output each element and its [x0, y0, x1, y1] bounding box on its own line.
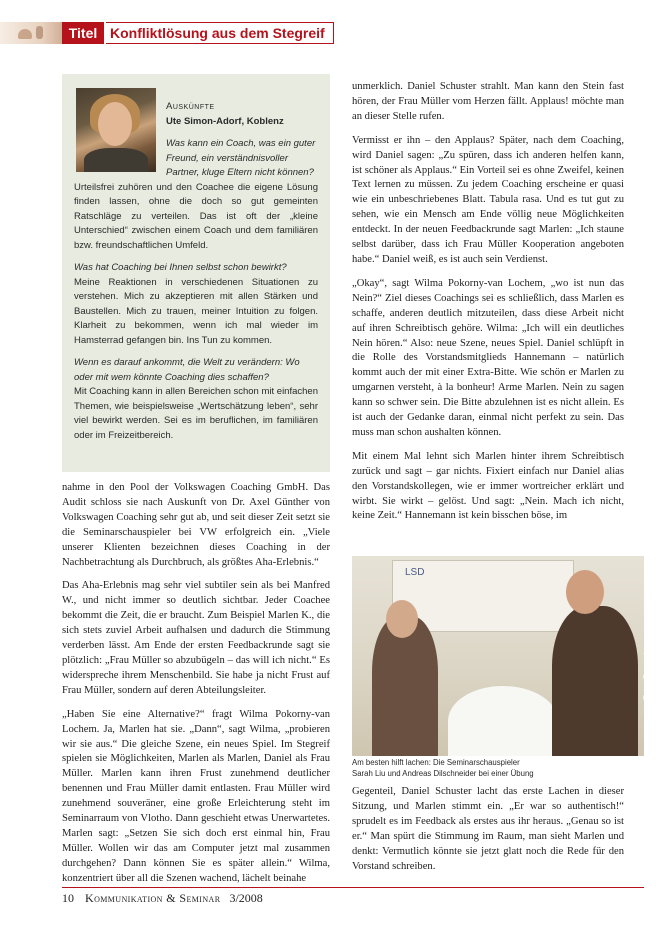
caption-line: Sarah Liu und Andreas Dilschneider bei einer Übung: [352, 768, 534, 778]
sidebar-question: Wenn es darauf ankommt, die Welt zu verändern: Wo oder mit wem könnte Coaching dies schaffen?: [74, 357, 300, 383]
body-paragraph: nahme in den Pool der Volkswagen Coaching GmbH. Das Audit schloss sie nach Auskunft von Dr. Axel Günther von Volkswagen Coaching sehr gut ab, und seit dieser Zeit setzt sie die Seminarschauspieler bei VW erfolgreich ein. „Viele unserer Klienten bezeichnen dieses Coaching in der Nachbetrachtung als Durchbruch, als größtes Aha-Erlebnis.“: [62, 482, 330, 568]
interview-sidebar: [62, 74, 330, 472]
section-header: [0, 22, 656, 44]
body-paragraph: „Okay“, sagt Wilma Pokorny-van Lochem, „wo ist nun das Nein?“ Ziel dieses Coachings sei es schließlich, dass Marlen es schaffe, anderen deutlich mitzuteilen, dass diese Arbeit nicht auf ihren Schreibtisch gehöre. Wilma: „Ich will ein deutliches Nein hören.“ Also: neue Szene, neues Spiel. Daniel schlüpft in die Rolle des Vorstandsmitglieds Hannemann – natürlich kommt auch der mit einer Extra-Bitte. Wie schön er Marlen zu umgarnen versteht, à la bonheur! Arme Marlen. Nein zu sagen kann so schwer sein. Die Bitte abzulehnen ist es nicht allein. Es ist auch der Gedanke daran, einmal nicht perfekt zu sein. Das muss man schon aushalten können.: [352, 277, 624, 438]
decorative-shape: [18, 29, 32, 39]
table-shape: [448, 686, 558, 756]
portrait-body: [84, 148, 148, 172]
left-column: [62, 481, 330, 896]
footer-rule: [62, 887, 644, 888]
body-paragraph: Das Aha-Erlebnis mag sehr viel subtiler sein als bei Manfred W., und nicht immer so deutlich sichtbar. Jeder Coachee bekommt die Zeit, die er braucht. Zum Beispiel Marlen K., die sich stets zuviel Arbeit aufhalsen und dadurch die Stimmung verderben lässt. Am Ende der ersten Feedbackrunde sagt sie plötzlich: „Frau Müller so abzubügeln – das will ich nicht.“ Es widerspreche ihrem Menschenbild. Sie habe ja nicht Frust auf Frau Müller, sondern auf deren Abteilungsleiter.: [62, 580, 330, 696]
actor-figure: [552, 606, 638, 756]
seminar-photo: [352, 556, 644, 756]
photo-caption: [352, 758, 644, 779]
issue-number: 3/2008: [229, 891, 263, 905]
caption-line: Am besten hilft lachen: Die Seminarschauspieler: [352, 758, 520, 767]
right-column-bottom: [352, 785, 624, 883]
portrait-photo: [76, 88, 156, 172]
decorative-shape: [36, 26, 43, 39]
body-paragraph: Gegenteil, Daniel Schuster lacht das erste Lachen in dieser Sitzung, und Marlen stimmt ein. „Er war so authentisch!“ sprudelt es im Feedback als erstes aus ihr heraus. „Genau so ist er.“ Man spürt die Stimmung im Raum, man sieht Marlen und denkt: Vermutlich könnte sie jetzt glatt noch die Rede für den Vorstand schreiben.: [352, 786, 624, 872]
actress-head: [386, 600, 418, 638]
actor-head: [566, 570, 604, 614]
body-paragraph: Vermisst er ihn – den Applaus? Später, nach dem Coaching, wird Daniel sagen: „Zu spüren, dass ich anderen helfen kann, ist schöner als Applaus.“ Ein Vorteil sei es ohne Zweifel, keinen Text lernen zu müssen. Zu jedem Coaching erscheine er quasi wie ein unbeschriebenes Blatt. Tabula rasa. Und es tut gut zu sehen, wie ein Mensch am Ende völlig neue Möglichkeiten entdeckt. In der neuen Feedbackrunde sagt Marlen: „Ich staune selbst darüber, dass ich Frau Müller Kooperation angeboten habe.“ Daniel weiß, es ist auch sein Verdienst.: [352, 134, 624, 265]
whiteboard-text: LSD: [405, 567, 425, 578]
sidebar-kicker: Auskünfte: [166, 101, 215, 112]
right-column-top: [352, 80, 624, 533]
photo-credit: Foto: Synergie: [642, 647, 651, 700]
sidebar-answer: Mit Coaching kann in allen Bereichen schon mit einfachen Themen, wie beispielsweise „Wertschätzung leben“, sehr viel bewirkt werden. Sei es im beruflichen, im familiären oder im Freizeitbereich.: [74, 386, 318, 441]
sidebar-answer: Urteilsfrei zuhören und den Coachee die eigene Lösung finden lassen, ohne die doch so gut gemeinten Ratschläge zu verteilen. Das ist oft der „kleine Unterschied“ zwischen einem Coach und dem familiären bzw. freundschaftlichen Umfeld.: [74, 181, 318, 251]
body-paragraph: Mit einem Mal lehnt sich Marlen hinter ihrem Schreibtisch zurück und sagt – gar nichts. Fixiert einfach nur Daniel alias den Vorstandskollegen, wie er immer wortreicher erklärt und wirbt. Sie wirkt – gelöst. Und sagt: „Nein. Mach ich nicht, keine Zeit.“ Hannemann ist kein bisschen böse, im: [352, 450, 624, 522]
interviewee-name: Ute Simon-Adorf, Koblenz: [166, 115, 284, 127]
section-label: Titel: [62, 22, 104, 44]
sidebar-question: Was kann ein Coach, was ein guter Freund, ein verständnisvoller Partner, kluge Eltern nicht können?: [166, 138, 316, 178]
sidebar-question: Was hat Coaching bei Ihnen selbst schon bewirkt?: [74, 262, 287, 273]
body-paragraph: „Haben Sie eine Alternative?“ fragt Wilma Pokorny-van Lochem. Ja, Marlen hat sie. „Dann“, sagt Wilma, „probieren wir sie aus.“ Die gleiche Szene, ein neues Spiel. Im Stegreif spielen sie Möglichkeiten, Marlen als Marlen, Daniel als Frau Müller. Marlen kann ihren Frust zunehmend deutlicher benennen und Frau Müller damit entlasten. Frau Müller wird zunehmend souveräner, eine große Erleichterung steht im Seminarraum von Vlotho. Dann geschieht etwas Unerwartetes. Marlen sagt: „Setzen Sie sich doch erst einmal hin, Frau Müller. Wollen wir das am Computer jetzt mal zusammen durchgehen? Dann können Sie es später allein.“ Wilma, konzentriert über all die Szenen wachend, lächelt beinahe: [62, 708, 330, 884]
sidebar-answer: Meine Reaktionen in verschiedenen Situationen zu verstehen. Mich zu akzeptieren mit allen Stärken und Baustellen. Mich zu trauen, meiner Intuition zu folgen. Klarheit zu bekommen, wenn ich mal wieder im Hamsterrad gefangen bin. Ins Tun zu kommen.: [74, 276, 318, 346]
article-title: Konfliktlösung aus dem Stegreif: [106, 22, 334, 44]
body-paragraph: unmerklich. Daniel Schuster strahlt. Man kann den Stein fast hören, der Frau Müller vom Herzen fällt. Applaus! möchte man an dieser Stelle rufen.: [352, 81, 624, 122]
page-footer: [62, 891, 263, 906]
magazine-name: Kommunikation & Seminar: [85, 891, 221, 905]
page-number: 10: [62, 891, 74, 905]
header-decoration: [0, 22, 70, 44]
portrait-face: [98, 102, 132, 146]
